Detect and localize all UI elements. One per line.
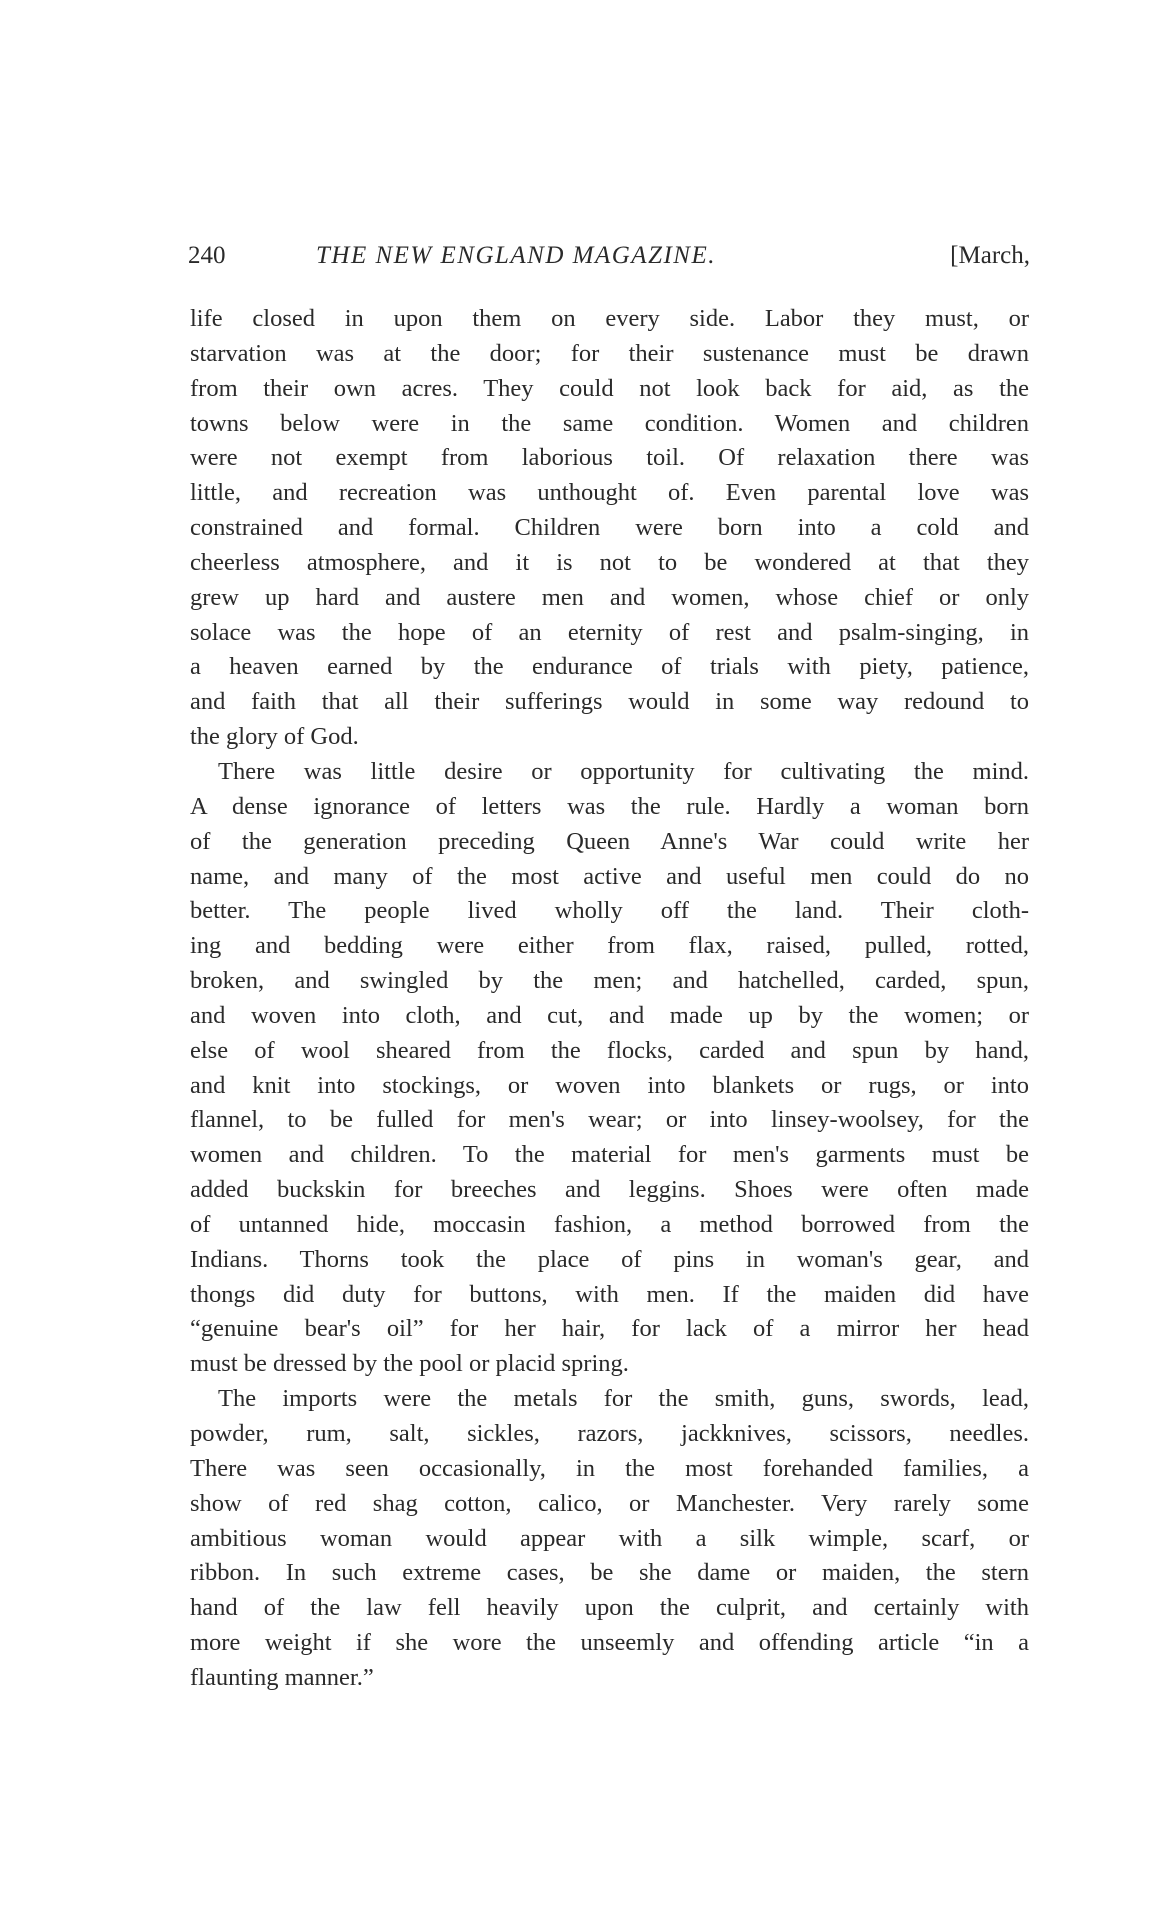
text-line: ing and bedding were either from flax, raised, pulled, rotted, bbox=[190, 932, 1029, 960]
text-line: “genuine bear's oil” for her hair, for lack of a mirror her head bbox=[190, 1315, 1029, 1343]
issue-month: [March, bbox=[950, 242, 1030, 269]
text-line: flaunting manner.” bbox=[190, 1663, 374, 1691]
text-line: A dense ignorance of letters was the rule. Hardly a woman born bbox=[190, 792, 1029, 820]
text-line: and woven into cloth, and cut, and made up by the women; or bbox=[190, 1001, 1029, 1029]
text-line: were not exempt from laborious toil. Of relaxation there was bbox=[190, 444, 1029, 472]
text-line: ambitious woman would appear with a silk wimple, scarf, or bbox=[190, 1524, 1029, 1552]
text-line: from their own acres. They could not look back for aid, as the bbox=[190, 374, 1029, 402]
text-line: little, and recreation was unthought of. Even parental love was bbox=[190, 479, 1029, 507]
text-line: name, and many of the most active and useful men could do no bbox=[190, 862, 1029, 890]
text-line: must be dressed by the pool or placid spring. bbox=[190, 1350, 629, 1378]
running-header bbox=[188, 242, 1030, 276]
text-line: more weight if she wore the unseemly and offending article “in a bbox=[190, 1629, 1029, 1657]
text-line: thongs did duty for buttons, with men. If the maiden did have bbox=[190, 1280, 1029, 1308]
text-line: a heaven earned by the endurance of trials with piety, patience, bbox=[190, 653, 1029, 681]
paragraph bbox=[190, 755, 1029, 1382]
journal-title: THE NEW ENGLAND MAGAZINE. bbox=[316, 242, 716, 269]
text-line: hand of the law fell heavily upon the culprit, and certainly with bbox=[190, 1594, 1029, 1622]
text-line: grew up hard and austere men and women, whose chief or only bbox=[190, 583, 1029, 611]
text-line: of the generation preceding Queen Anne's War could write her bbox=[190, 827, 1029, 855]
text-line: ribbon. In such extreme cases, be she dame or maiden, the stern bbox=[190, 1559, 1029, 1587]
text-line: towns below were in the same condition. Women and children bbox=[190, 409, 1029, 437]
text-line: else of wool sheared from the flocks, carded and spun by hand, bbox=[190, 1036, 1029, 1064]
article-body bbox=[190, 302, 1029, 1696]
text-line: of untanned hide, moccasin fashion, a method borrowed from the bbox=[190, 1210, 1029, 1238]
paragraph bbox=[190, 302, 1029, 755]
text-line: better. The people lived wholly off the land. Their cloth- bbox=[190, 897, 1029, 925]
text-line: powder, rum, salt, sickles, razors, jackknives, scissors, needles. bbox=[190, 1420, 1029, 1447]
text-line: cheerless atmosphere, and it is not to be wondered at that they bbox=[190, 548, 1029, 576]
text-line: show of red shag cotton, calico, or Manchester. Very rarely some bbox=[190, 1489, 1029, 1517]
text-line: The imports were the metals for the smith, guns, swords, lead, bbox=[218, 1385, 1029, 1413]
text-line: women and children. To the material for men's garments must be bbox=[190, 1141, 1029, 1169]
text-line: broken, and swingled by the men; and hatchelled, carded, spun, bbox=[190, 967, 1029, 995]
paragraph bbox=[190, 1382, 1029, 1696]
text-line: added buckskin for breeches and leggins. Shoes were often made bbox=[190, 1176, 1029, 1204]
text-line: Indians. Thorns took the place of pins in woman's gear, and bbox=[190, 1245, 1029, 1273]
text-line: the glory of God. bbox=[190, 723, 359, 751]
text-line: and knit into stockings, or woven into blankets or rugs, or into bbox=[190, 1071, 1029, 1099]
text-line: constrained and formal. Children were born into a cold and bbox=[190, 514, 1029, 542]
text-line: There was seen occasionally, in the most forehanded families, a bbox=[190, 1454, 1029, 1482]
text-line: and faith that all their sufferings would in some way redound to bbox=[190, 688, 1029, 716]
text-line: solace was the hope of an eternity of rest and psalm-singing, in bbox=[190, 618, 1029, 646]
text-line: There was little desire or opportunity for cultivating the mind. bbox=[218, 757, 1029, 785]
page-number: 240 bbox=[188, 242, 226, 269]
text-line: life closed in upon them on every side. Labor they must, or bbox=[190, 305, 1029, 332]
text-line: flannel, to be fulled for men's wear; or into linsey-woolsey, for the bbox=[190, 1106, 1029, 1134]
text-line: starvation was at the door; for their sustenance must be drawn bbox=[190, 339, 1029, 367]
